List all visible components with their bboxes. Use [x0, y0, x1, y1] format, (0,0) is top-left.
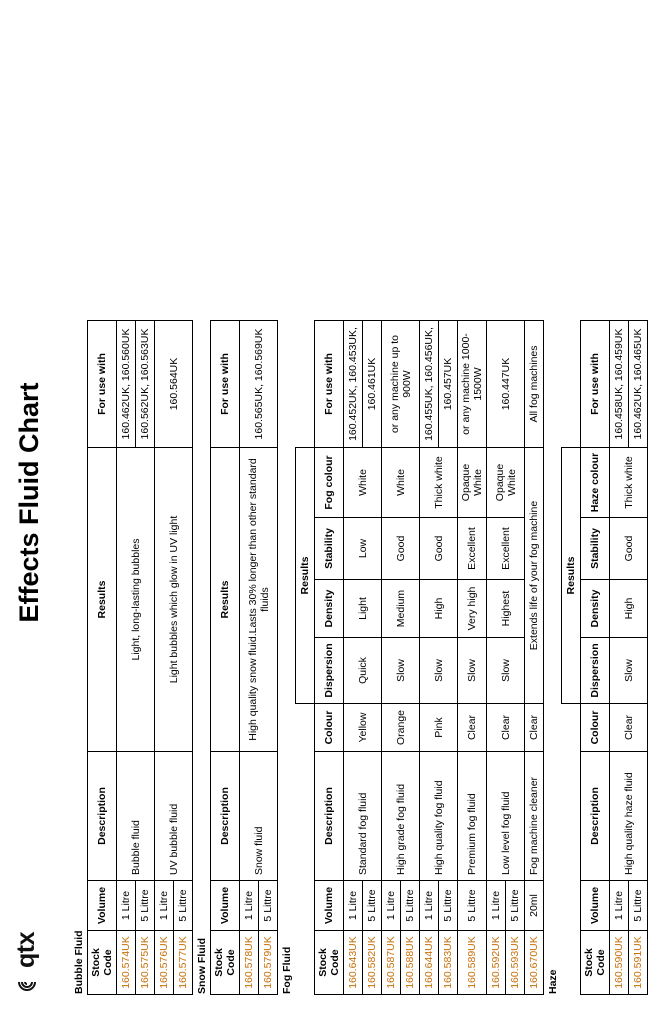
cell-fog-colour: Opaque White [487, 448, 525, 518]
fog-fluid-table [295, 320, 544, 995]
table-row [610, 321, 629, 995]
section-label: Snow Fluid [196, 938, 208, 994]
col-description: Description [581, 752, 610, 881]
col-results: Results [88, 448, 117, 752]
table-row [240, 321, 259, 995]
cell-stock-code: 160.590UK [610, 931, 629, 995]
cell-fog-colour: White [382, 448, 420, 518]
cell-stability: Good [382, 518, 420, 580]
col-stock-code: Stock Code [211, 931, 240, 995]
cell-dispersion: Slow [420, 638, 458, 704]
col-stock-code: Stock Code [315, 931, 344, 995]
cell-results: Light bubbles which glow in UV light [155, 448, 193, 752]
cell-stock-code: 160.592UK [487, 931, 506, 995]
col-stock-code: Stock Code [581, 931, 610, 995]
cell-description: Fog machine cleaner [525, 752, 544, 881]
cell-for-use-with: All fog machines [525, 321, 544, 448]
col-colour: Colour [581, 704, 610, 752]
cell-volume: 1 Litre [382, 881, 401, 931]
section-snow-fluid [195, 10, 278, 995]
cell-results-merged: Extends life of your fog machine [525, 448, 544, 704]
cell-for-use-with: or any machine up to 900W [382, 321, 420, 448]
cell-dispersion: Slow [610, 638, 648, 704]
cell-haze-colour: Thick white [610, 448, 648, 518]
bubble-fluid-table [87, 320, 193, 995]
cell-fog-colour: Opaque White [458, 448, 487, 518]
cell-stock-code: 160.670UK [525, 931, 544, 995]
cell-results: Light, long-lasting bubbles [117, 448, 155, 752]
cell-for-use-with: 160.462UK, 160.560UK [117, 321, 136, 448]
table-row [382, 321, 401, 995]
cell-volume: 1 Litre [420, 881, 439, 931]
table-header-row [88, 321, 117, 995]
cell-for-use-with: 160.455UK, 160.456UK, [420, 321, 439, 448]
col-results-group: Results [562, 448, 581, 704]
cell-stock-code: 160.644UK [420, 931, 439, 995]
cell-description: High quality fog fluid [420, 752, 458, 881]
cell-stock-code: 160.578UK [240, 931, 259, 995]
table-header-row [581, 321, 610, 995]
section-fog-fluid [280, 10, 544, 995]
cell-volume: 5 Littre [174, 881, 193, 931]
cell-for-use-with: 160.462UK, 160.465UK [629, 321, 648, 448]
cell-description: Snow fluid [240, 752, 278, 881]
cell-colour: Orange [382, 704, 420, 752]
cell-for-use-with: 160.447UK [487, 321, 525, 448]
cell-stability: Excellent [458, 518, 487, 580]
cell-dispersion: Quick [344, 638, 382, 704]
cell-stock-code: 160.583UK [439, 931, 458, 995]
cell-colour: Clear [487, 704, 525, 752]
cell-volume: 5 Littre [136, 881, 155, 931]
col-density: Density [581, 580, 610, 638]
cell-volume: 1 Litre [155, 881, 174, 931]
table-row [155, 321, 174, 995]
table-row [525, 321, 544, 995]
cell-volume: 5 Littre [259, 881, 278, 931]
cell-volume: 5 Littre [439, 881, 458, 931]
cell-volume: 5 Littre [506, 881, 525, 931]
cell-stock-code: 160.589UK [458, 931, 487, 995]
cell-colour: Clear [525, 704, 544, 752]
cell-density: High [610, 580, 648, 638]
document-header [8, 10, 70, 995]
col-stability: Stability [581, 518, 610, 580]
cell-fog-colour: Thick white [420, 448, 458, 518]
cell-volume: 1 Litre [344, 881, 363, 931]
cell-stability: Good [610, 518, 648, 580]
cell-volume: 20ml [525, 881, 544, 931]
cell-density: Light [344, 580, 382, 638]
cell-volume: 5 Littre [629, 881, 648, 931]
cell-stock-code: 160.593UK [506, 931, 525, 995]
cell-stock-code: 160.588UK [401, 931, 420, 995]
col-volume: Volume [211, 881, 240, 931]
cell-density: Very high [458, 580, 487, 638]
cell-for-use-with: 160.562UK, 160.563UK [136, 321, 155, 448]
cell-dispersion: Slow [382, 638, 420, 704]
col-stock-code: Stock Code [88, 931, 117, 995]
cell-for-use-with: 160.565UK, 160.569UK [240, 321, 278, 448]
cell-volume: 1 Litre [240, 881, 259, 931]
section-label: Fog Fluid [281, 946, 293, 994]
cell-density: High [420, 580, 458, 638]
col-stability: Stability [315, 518, 344, 580]
col-for-use-with: For use with [211, 321, 240, 448]
cell-colour: Yellow [344, 704, 382, 752]
cell-density: Medium [382, 580, 420, 638]
table-row [487, 321, 506, 995]
col-fog-colour: Fog colour [315, 448, 344, 518]
cell-volume: 1 Litre [117, 881, 136, 931]
cell-stock-code: 160.574UK [117, 931, 136, 995]
col-colour: Colour [315, 704, 344, 752]
col-description: Description [315, 752, 344, 881]
cell-colour: Clear [458, 704, 487, 752]
table-row [117, 321, 136, 995]
cell-description: High quality haze fluid [610, 752, 648, 881]
snow-fluid-table [210, 320, 278, 995]
cell-stability: Good [420, 518, 458, 580]
table-row [458, 321, 487, 995]
cell-for-use-with: 160.452UK, 160.453UK, [344, 321, 363, 448]
col-for-use-with: For use with [88, 321, 117, 448]
col-for-use-with: For use with [581, 321, 610, 448]
cell-description: Standard fog fluid [344, 752, 382, 881]
section-bubble-fluid [72, 10, 193, 995]
cell-volume: 5 Littre [458, 881, 487, 931]
cell-for-use-with: or any machine 1000-1500W [458, 321, 487, 448]
cell-fog-colour: White [344, 448, 382, 518]
cell-stock-code: 160.575UK [136, 931, 155, 995]
col-density: Density [315, 580, 344, 638]
cell-stability: Low [344, 518, 382, 580]
table-row [344, 321, 363, 995]
cell-stability: Excellent [487, 518, 525, 580]
cell-volume: 5 Littre [401, 881, 420, 931]
cell-for-use-with: 160.564UK [155, 321, 193, 448]
table-row [420, 321, 439, 995]
cell-stock-code: 160.587UK [382, 931, 401, 995]
cell-description: Premium fog fluid [458, 752, 487, 881]
col-for-use-with: For use with [315, 321, 344, 448]
table-group-header-row [562, 321, 581, 995]
cell-stock-code: 160.579UK [259, 931, 278, 995]
cell-volume: 1 Litre [610, 881, 629, 931]
brand-name: qtx [12, 932, 40, 968]
cell-stock-code: 160.643UK [344, 931, 363, 995]
cell-colour: Clear [610, 704, 648, 752]
col-haze-colour: Haze colour [581, 448, 610, 518]
section-label: Bubble Fluid [73, 930, 85, 994]
table-header-row [211, 321, 240, 995]
cell-stock-code: 160.576UK [155, 931, 174, 995]
cell-description: UV bubble fluid [155, 752, 193, 881]
cell-description: High grade fog fluid [382, 752, 420, 881]
col-dispersion: Dispersion [581, 638, 610, 704]
cell-for-use-with: 160.461UK [363, 321, 382, 448]
table-group-header-row [296, 321, 315, 995]
col-volume: Volume [581, 881, 610, 931]
col-results: Results [211, 448, 240, 752]
cell-for-use-with: 160.458UK, 160.459UK [610, 321, 629, 448]
cell-dispersion: Slow [487, 638, 525, 704]
col-results-group: Results [296, 448, 315, 704]
cell-stock-code: 160.591UK [629, 931, 648, 995]
col-volume: Volume [315, 881, 344, 931]
cell-description: Bubble fluid [117, 752, 155, 881]
cell-volume: 1 Litre [487, 881, 506, 931]
cell-volume: 5 Littre [363, 881, 382, 931]
cell-stock-code: 160.577UK [174, 931, 193, 995]
haze-table [561, 320, 648, 995]
cell-for-use-with: 160.457UK [439, 321, 458, 448]
cell-density: Highest [487, 580, 525, 638]
cell-dispersion: Slow [458, 638, 487, 704]
col-description: Description [211, 752, 240, 881]
cell-results: High quality snow fluid.Lasts 30% longer than other standard fluids [240, 448, 278, 752]
table-header-row [315, 321, 344, 995]
cell-description: Low level fog fluid [487, 752, 525, 881]
cell-colour: Pink [420, 704, 458, 752]
col-description: Description [88, 752, 117, 881]
col-dispersion: Dispersion [315, 638, 344, 704]
col-volume: Volume [88, 881, 117, 931]
cell-stock-code: 160.582UK [363, 931, 382, 995]
section-label: Haze [547, 969, 559, 994]
section-haze [546, 10, 648, 995]
page-title: Effects Fluid Chart [14, 382, 44, 623]
